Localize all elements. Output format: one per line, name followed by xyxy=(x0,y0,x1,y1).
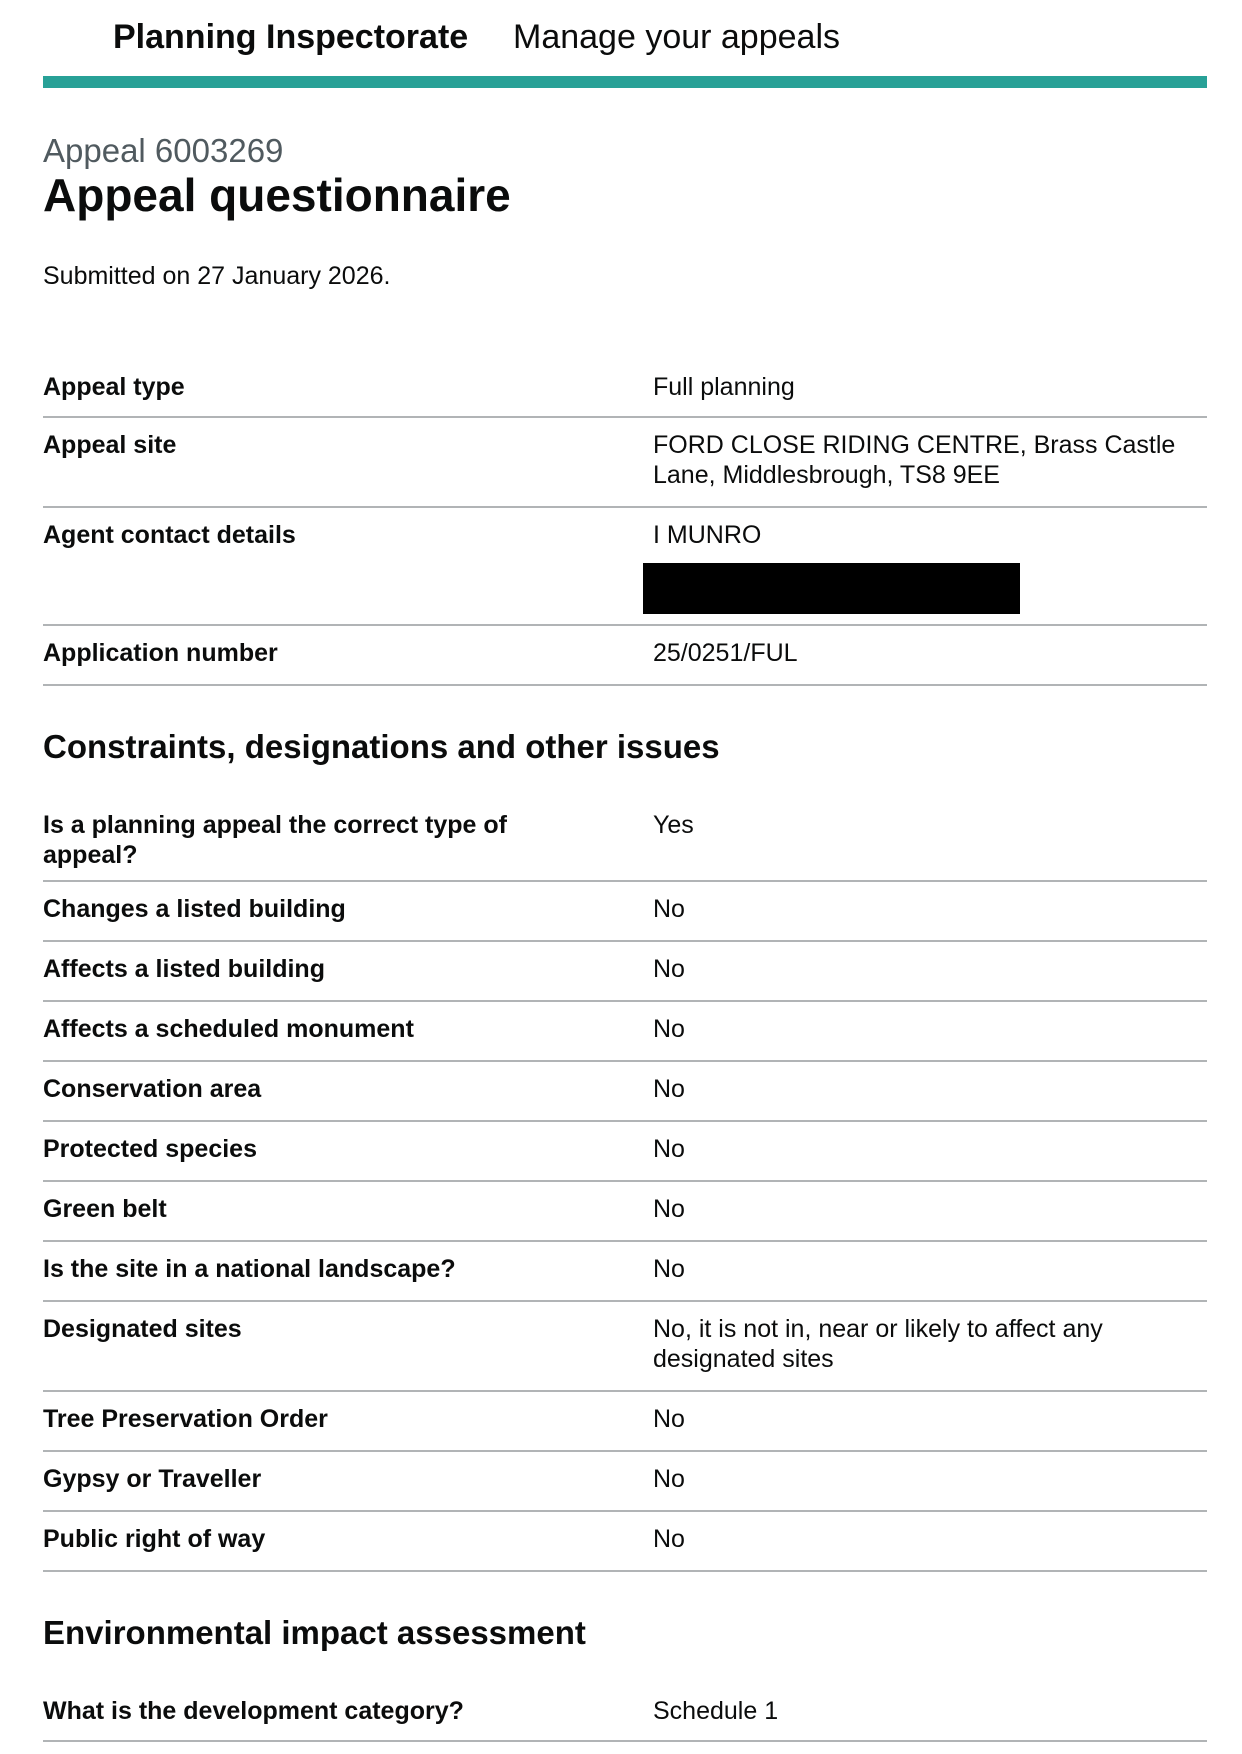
constraint-row xyxy=(43,1452,1207,1512)
summary-key: Agent contact details xyxy=(43,521,296,549)
constraint-key: Changes a listed building xyxy=(43,895,346,923)
eia-heading: Environmental impact assessment xyxy=(43,1614,586,1651)
constraint-value: No xyxy=(653,955,685,983)
constraint-value: No, it is not in, near or likely to affect any designated sites xyxy=(653,1315,1103,1373)
summary-key: Application number xyxy=(43,639,278,667)
constraint-value: No xyxy=(653,1075,685,1103)
constraint-value: No xyxy=(653,1465,685,1493)
constraint-value: No xyxy=(653,1195,685,1223)
constraint-key: Protected species xyxy=(43,1135,257,1163)
constraint-row xyxy=(43,1182,1207,1242)
summary-key: Appeal site xyxy=(43,431,177,459)
summary-row-appeal-type xyxy=(43,368,1207,418)
constraints-heading: Constraints, designations and other issues xyxy=(43,728,720,765)
constraint-key: Gypsy or Traveller xyxy=(43,1465,262,1493)
eia-key: What is the development category? xyxy=(43,1697,464,1725)
constraint-key: Designated sites xyxy=(43,1315,242,1343)
constraint-key: Is the site in a national landscape? xyxy=(43,1255,456,1283)
constraint-key: Tree Preservation Order xyxy=(43,1405,328,1433)
constraint-row xyxy=(43,1302,1207,1392)
appeal-summary-list xyxy=(43,368,1207,686)
constraint-row xyxy=(43,882,1207,942)
summary-value: 25/0251/FUL xyxy=(653,639,798,667)
eia-row xyxy=(43,1692,1207,1742)
submitted-date: Submitted on 27 January 2026. xyxy=(43,262,391,290)
service-name[interactable]: Planning Inspectorate xyxy=(113,18,469,56)
constraint-row xyxy=(43,1062,1207,1122)
constraint-key: Is a planning appeal the correct type of appeal? xyxy=(43,811,507,869)
constraint-row xyxy=(43,1242,1207,1302)
constraint-row xyxy=(43,806,1207,882)
constraint-value: Yes xyxy=(653,811,694,839)
constraint-key: Affects a listed building xyxy=(43,955,325,983)
summary-row-appeal-site xyxy=(43,418,1207,508)
appeal-reference-caption: Appeal 6003269 xyxy=(43,132,284,169)
constraint-row xyxy=(43,1512,1207,1572)
site-header xyxy=(43,0,1207,88)
redaction-block xyxy=(643,563,1020,614)
summary-row-agent-contact xyxy=(43,508,1207,626)
constraint-value: No xyxy=(653,1135,685,1163)
constraint-value: No xyxy=(653,1015,685,1043)
summary-value: FORD CLOSE RIDING CENTRE, Brass Castle Lane, Middlesbrough, TS8 9EE xyxy=(653,431,1176,489)
constraint-row xyxy=(43,1002,1207,1062)
summary-row-application-number xyxy=(43,626,1207,686)
header-accent-bar xyxy=(43,76,1207,88)
constraints-summary-list xyxy=(43,806,1207,1572)
constraint-row xyxy=(43,1392,1207,1452)
constraint-key: Conservation area xyxy=(43,1075,262,1103)
constraint-row xyxy=(43,942,1207,1002)
eia-summary-list xyxy=(43,1692,1207,1742)
summary-value: Full planning xyxy=(653,373,795,401)
constraint-value: No xyxy=(653,1405,685,1433)
summary-value: I MUNRO xyxy=(653,521,762,549)
manage-appeals-link[interactable]: Manage your appeals xyxy=(513,18,841,56)
constraint-key: Public right of way xyxy=(43,1525,266,1553)
page-title: Appeal questionnaire xyxy=(43,169,511,221)
constraint-value: No xyxy=(653,1255,685,1283)
constraint-key: Green belt xyxy=(43,1195,167,1223)
constraint-value: No xyxy=(653,1525,685,1553)
constraint-row xyxy=(43,1122,1207,1182)
constraint-key: Affects a scheduled monument xyxy=(43,1015,414,1043)
eia-value: Schedule 1 xyxy=(653,1697,779,1725)
constraint-value: No xyxy=(653,895,685,923)
summary-key: Appeal type xyxy=(43,373,185,401)
